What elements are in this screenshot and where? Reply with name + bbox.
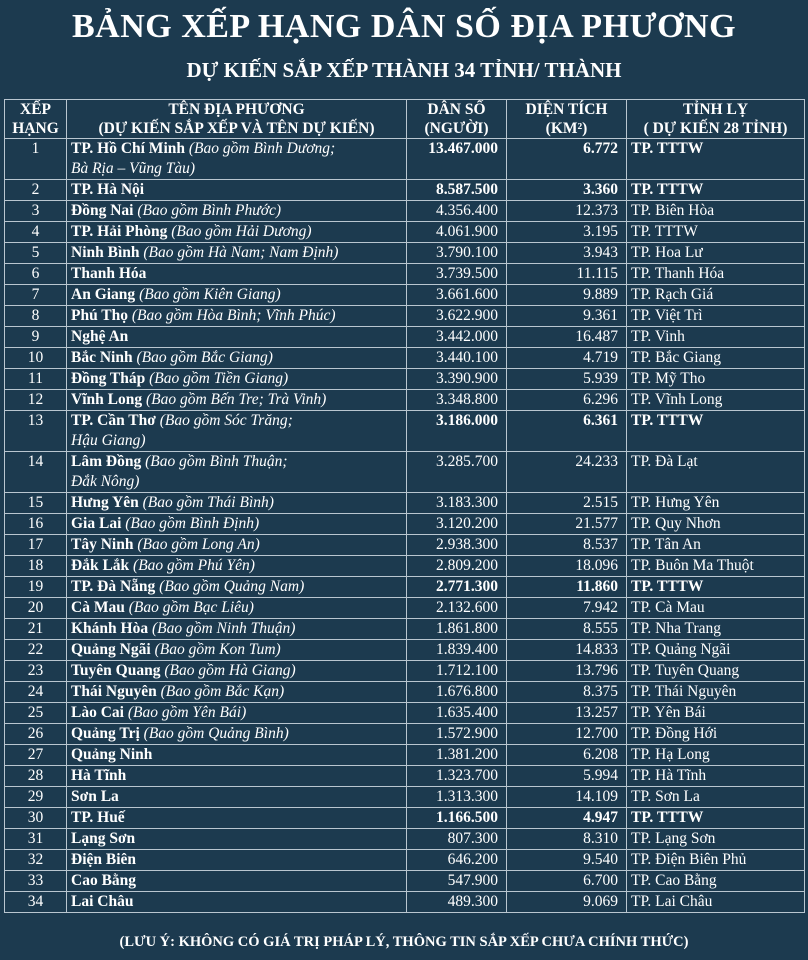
- area-cell: 21.577: [507, 514, 627, 535]
- table-row: [5, 493, 805, 514]
- province-name: TP. Hà Nội: [71, 181, 145, 198]
- table-row: [5, 348, 805, 369]
- merge-note: (Bao gồm Bình Phước): [137, 202, 282, 219]
- province-name: Thái Nguyên: [71, 683, 157, 700]
- capital-cell: TP. Lai Châu: [627, 892, 805, 913]
- area-cell: 24.233: [507, 452, 627, 493]
- population-cell: 1.712.100: [407, 661, 507, 682]
- province-name: TP. Hải Phòng: [71, 223, 168, 240]
- population-cell: 3.348.800: [407, 390, 507, 411]
- province-name: Lai Châu: [71, 893, 134, 910]
- name-cell: [67, 411, 407, 452]
- merge-note: (Bao gồm Bình Thuận;: [145, 453, 288, 470]
- table-row: [5, 306, 805, 327]
- population-cell: 3.622.900: [407, 306, 507, 327]
- capital-cell: TP. Vinh: [627, 327, 805, 348]
- name-cell: [67, 724, 407, 745]
- province-name: TP. Đà Nẵng: [71, 578, 156, 595]
- capital-cell: TP. TTTW: [627, 577, 805, 598]
- capital-cell: TP. Vĩnh Long: [627, 390, 805, 411]
- header-capital-line2: ( DỰ KIẾN 28 TỈNH): [643, 120, 788, 137]
- table-row: [5, 661, 805, 682]
- table-row: [5, 829, 805, 850]
- name-cell: [67, 745, 407, 766]
- population-cell: 807.300: [407, 829, 507, 850]
- table-row: [5, 243, 805, 264]
- table-row: [5, 327, 805, 348]
- table-row: [5, 682, 805, 703]
- merge-note: (Bao gồm Bạc Liêu): [128, 599, 254, 616]
- area-cell: 11.115: [507, 264, 627, 285]
- header-area-line1: DIỆN TÍCH: [525, 101, 608, 118]
- merge-note: (Bao gồm Hòa Bình; Vĩnh Phúc): [131, 307, 336, 324]
- rank-cell: 31: [5, 829, 67, 850]
- capital-cell: TP. Thái Nguyên: [627, 682, 805, 703]
- rank-cell: 26: [5, 724, 67, 745]
- province-name: Quảng Trị: [71, 725, 140, 742]
- province-name: Gia Lai: [71, 515, 122, 532]
- table-row: [5, 871, 805, 892]
- merge-note: (Bao gồm Hải Dương): [171, 223, 312, 240]
- rank-cell: 28: [5, 766, 67, 787]
- population-cell: 3.120.200: [407, 514, 507, 535]
- capital-cell: TP. Cao Bằng: [627, 871, 805, 892]
- population-cell: 4.061.900: [407, 222, 507, 243]
- capital-cell: TP. Cà Mau: [627, 598, 805, 619]
- header-area-line2: (KM²): [545, 120, 588, 137]
- table-row: [5, 787, 805, 808]
- area-cell: 8.375: [507, 682, 627, 703]
- table-header-row: [5, 100, 805, 139]
- province-name: Cao Bằng: [71, 872, 137, 889]
- table-row: [5, 703, 805, 724]
- capital-cell: TP. Bắc Giang: [627, 348, 805, 369]
- rank-cell: 25: [5, 703, 67, 724]
- area-cell: 4.719: [507, 348, 627, 369]
- capital-cell: TP. Hạ Long: [627, 745, 805, 766]
- province-name: Phú Thọ: [71, 307, 129, 324]
- province-name: Quảng Ngãi: [71, 641, 151, 658]
- rank-cell: 18: [5, 556, 67, 577]
- header-rank-line2: HẠNG: [12, 120, 59, 137]
- rank-cell: 3: [5, 201, 67, 222]
- area-cell: 6.361: [507, 411, 627, 452]
- capital-cell: TP. TTTW: [627, 180, 805, 201]
- province-name: Lâm Đồng: [71, 453, 142, 470]
- rank-cell: 14: [5, 452, 67, 493]
- capital-cell: TP. TTTW: [627, 808, 805, 829]
- capital-cell: TP. TTTW: [627, 139, 805, 180]
- capital-cell: TP. Tân An: [627, 535, 805, 556]
- rank-cell: 5: [5, 243, 67, 264]
- table-row: [5, 264, 805, 285]
- merge-note: (Bao gồm Bình Dương;: [188, 140, 336, 157]
- area-cell: 3.360: [507, 180, 627, 201]
- province-name: Vĩnh Long: [71, 391, 143, 408]
- province-name: Cà Mau: [71, 599, 125, 616]
- rank-cell: 20: [5, 598, 67, 619]
- area-cell: 16.487: [507, 327, 627, 348]
- area-cell: 3.195: [507, 222, 627, 243]
- area-cell: 7.942: [507, 598, 627, 619]
- area-cell: 9.889: [507, 285, 627, 306]
- table-row: [5, 369, 805, 390]
- table-row: [5, 556, 805, 577]
- page-subtitle: DỰ KIẾN SẮP XẾP THÀNH 34 TỈNH/ THÀNH: [186, 58, 622, 82]
- rank-cell: 17: [5, 535, 67, 556]
- table-row: [5, 452, 805, 493]
- table-row: [5, 514, 805, 535]
- capital-cell: TP. Đà Lạt: [627, 452, 805, 493]
- capital-cell: TP. Yên Bái: [627, 703, 805, 724]
- rank-cell: 34: [5, 892, 67, 913]
- merge-note: (Bao gồm Phú Yên): [133, 557, 255, 574]
- name-cell: [67, 850, 407, 871]
- rank-cell: 16: [5, 514, 67, 535]
- header-capital: [627, 100, 805, 139]
- name-cell: [67, 306, 407, 327]
- merge-note: (Bao gồm Tiền Giang): [149, 370, 289, 387]
- name-cell: [67, 139, 407, 180]
- area-cell: 18.096: [507, 556, 627, 577]
- rank-cell: 21: [5, 619, 67, 640]
- rank-cell: 23: [5, 661, 67, 682]
- rank-cell: 4: [5, 222, 67, 243]
- name-cell: [67, 327, 407, 348]
- province-name: Lào Cai: [71, 704, 124, 721]
- merge-note: (Bao gồm Long An): [137, 536, 260, 553]
- merge-note: (Bao gồm Bình Định): [125, 515, 260, 532]
- province-name: Đắk Lắk: [71, 557, 130, 574]
- area-cell: 8.555: [507, 619, 627, 640]
- population-ranking-table: [4, 99, 805, 913]
- rank-cell: 27: [5, 745, 67, 766]
- name-cell: [67, 787, 407, 808]
- rank-cell: 33: [5, 871, 67, 892]
- table-row: [5, 201, 805, 222]
- province-name: Bắc Ninh: [71, 349, 133, 366]
- capital-cell: TP. Hưng Yên: [627, 493, 805, 514]
- province-name: Tây Ninh: [71, 536, 134, 553]
- province-name: TP. Huế: [71, 809, 125, 826]
- name-cell: [67, 640, 407, 661]
- merge-note: (Bao gồm Bắc Kạn): [160, 683, 285, 700]
- population-cell: 2.938.300: [407, 535, 507, 556]
- table-row: [5, 577, 805, 598]
- table-row: [5, 139, 805, 180]
- population-cell: 1.676.800: [407, 682, 507, 703]
- merge-note: (Bao gồm Kiên Giang): [139, 286, 281, 303]
- name-cell: [67, 201, 407, 222]
- merge-note-continued: Hậu Giang): [71, 432, 146, 449]
- page-title: BẢNG XẾP HẠNG DÂN SỐ ĐỊA PHƯƠNG: [71, 8, 737, 45]
- name-cell: [67, 180, 407, 201]
- population-cell: 489.300: [407, 892, 507, 913]
- merge-note: (Bao gồm Hà Nam; Nam Định): [143, 244, 339, 261]
- capital-cell: TP. Lạng Sơn: [627, 829, 805, 850]
- capital-cell: TP. Điện Biên Phủ: [627, 850, 805, 871]
- province-name: Điện Biên: [71, 851, 137, 868]
- province-name: Nghệ An: [71, 328, 129, 345]
- name-cell: [67, 661, 407, 682]
- capital-cell: TP. Hà Tĩnh: [627, 766, 805, 787]
- population-cell: 3.390.900: [407, 369, 507, 390]
- merge-note: (Bao gồm Quảng Nam): [159, 578, 305, 595]
- population-cell: 646.200: [407, 850, 507, 871]
- rank-cell: 1: [5, 139, 67, 180]
- province-name: Đồng Tháp: [71, 370, 146, 387]
- population-cell: 1.572.900: [407, 724, 507, 745]
- rank-cell: 9: [5, 327, 67, 348]
- rank-cell: 2: [5, 180, 67, 201]
- name-cell: [67, 348, 407, 369]
- merge-note: (Bao gồm Bến Tre; Trà Vinh): [145, 391, 327, 408]
- province-name: TP. Hồ Chí Minh: [71, 140, 185, 157]
- header-capital-line1: TỈNH LỴ: [682, 101, 749, 118]
- rank-cell: 22: [5, 640, 67, 661]
- name-cell: [67, 577, 407, 598]
- population-cell: 1.635.400: [407, 703, 507, 724]
- name-cell: [67, 285, 407, 306]
- header-name-line1: TÊN ĐỊA PHƯƠNG: [168, 101, 305, 118]
- table-row: [5, 535, 805, 556]
- area-cell: 13.796: [507, 661, 627, 682]
- population-cell: 1.166.500: [407, 808, 507, 829]
- capital-cell: TP. TTTW: [627, 411, 805, 452]
- merge-note-continued: Bà Rịa – Vũng Tàu): [71, 160, 195, 177]
- merge-note-continued: Đắk Nông): [71, 473, 140, 490]
- table-row: [5, 892, 805, 913]
- population-cell: 2.771.300: [407, 577, 507, 598]
- area-cell: 6.208: [507, 745, 627, 766]
- capital-cell: TP. TTTW: [627, 222, 805, 243]
- province-name: Khánh Hòa: [71, 620, 149, 637]
- table-row: [5, 411, 805, 452]
- population-cell: 4.356.400: [407, 201, 507, 222]
- area-cell: 8.537: [507, 535, 627, 556]
- table-row: [5, 640, 805, 661]
- table-row: [5, 724, 805, 745]
- population-cell: 3.739.500: [407, 264, 507, 285]
- province-name: Tuyên Quang: [71, 662, 161, 679]
- header-population: [407, 100, 507, 139]
- rank-cell: 7: [5, 285, 67, 306]
- name-cell: [67, 264, 407, 285]
- area-cell: 13.257: [507, 703, 627, 724]
- area-cell: 3.943: [507, 243, 627, 264]
- population-cell: 8.587.500: [407, 180, 507, 201]
- province-name: Sơn La: [71, 788, 119, 805]
- area-cell: 9.540: [507, 850, 627, 871]
- area-cell: 11.860: [507, 577, 627, 598]
- header-population-line2: (NGƯỜI): [424, 120, 489, 137]
- population-cell: 2.132.600: [407, 598, 507, 619]
- population-cell: 3.661.600: [407, 285, 507, 306]
- population-cell: 1.313.300: [407, 787, 507, 808]
- header-population-line1: DÂN SỐ: [427, 101, 486, 118]
- population-cell: 3.790.100: [407, 243, 507, 264]
- population-cell: 1.839.400: [407, 640, 507, 661]
- province-name: Ninh Bình: [71, 244, 140, 261]
- rank-cell: 13: [5, 411, 67, 452]
- capital-cell: TP. Quy Nhơn: [627, 514, 805, 535]
- header-name-line2: (DỰ KIẾN SẮP XẾP VÀ TÊN DỰ KIẾN): [98, 120, 375, 137]
- area-cell: 14.109: [507, 787, 627, 808]
- area-cell: 2.515: [507, 493, 627, 514]
- merge-note: (Bao gồm Yên Bái): [127, 704, 247, 721]
- header-rank-line1: XẾP: [20, 101, 51, 118]
- table-row: [5, 598, 805, 619]
- name-cell: [67, 829, 407, 850]
- area-cell: 12.373: [507, 201, 627, 222]
- name-cell: [67, 703, 407, 724]
- capital-cell: TP. Sơn La: [627, 787, 805, 808]
- name-cell: [67, 369, 407, 390]
- merge-note: (Bao gồm Hà Giang): [164, 662, 296, 679]
- merge-note: (Bao gồm Quảng Bình): [143, 725, 289, 742]
- capital-cell: TP. Việt Trì: [627, 306, 805, 327]
- merge-note: (Bao gồm Kon Tum): [154, 641, 281, 658]
- name-cell: [67, 556, 407, 577]
- table-row: [5, 285, 805, 306]
- province-name: Quảng Ninh: [71, 746, 153, 763]
- rank-cell: 29: [5, 787, 67, 808]
- area-cell: 4.947: [507, 808, 627, 829]
- merge-note: (Bao gồm Ninh Thuận): [151, 620, 296, 637]
- capital-cell: TP. Biên Hòa: [627, 201, 805, 222]
- name-cell: [67, 493, 407, 514]
- province-name: TP. Cần Thơ: [71, 412, 156, 429]
- table-row: [5, 180, 805, 201]
- table-row: [5, 390, 805, 411]
- merge-note: (Bao gồm Bắc Giang): [136, 349, 273, 366]
- population-cell: 2.809.200: [407, 556, 507, 577]
- area-cell: 6.772: [507, 139, 627, 180]
- province-name: Đồng Nai: [71, 202, 134, 219]
- merge-note: (Bao gồm Thái Bình): [142, 494, 274, 511]
- rank-cell: 19: [5, 577, 67, 598]
- name-cell: [67, 619, 407, 640]
- name-cell: [67, 222, 407, 243]
- header-name: [67, 100, 407, 139]
- population-cell: 3.183.300: [407, 493, 507, 514]
- area-cell: 5.994: [507, 766, 627, 787]
- table-row: [5, 808, 805, 829]
- header-area: [507, 100, 627, 139]
- name-cell: [67, 598, 407, 619]
- name-cell: [67, 514, 407, 535]
- area-cell: 12.700: [507, 724, 627, 745]
- population-cell: 1.323.700: [407, 766, 507, 787]
- table-row: [5, 745, 805, 766]
- rank-cell: 10: [5, 348, 67, 369]
- population-cell: 1.861.800: [407, 619, 507, 640]
- area-cell: 6.296: [507, 390, 627, 411]
- area-cell: 14.833: [507, 640, 627, 661]
- rank-cell: 6: [5, 264, 67, 285]
- capital-cell: TP. Hoa Lư: [627, 243, 805, 264]
- name-cell: [67, 808, 407, 829]
- province-name: An Giang: [71, 286, 136, 303]
- population-cell: 1.381.200: [407, 745, 507, 766]
- name-cell: [67, 452, 407, 493]
- population-cell: 13.467.000: [407, 139, 507, 180]
- name-cell: [67, 892, 407, 913]
- capital-cell: TP. Quảng Ngãi: [627, 640, 805, 661]
- table-row: [5, 766, 805, 787]
- capital-cell: TP. Nha Trang: [627, 619, 805, 640]
- province-name: Hà Tĩnh: [71, 767, 127, 784]
- footer-note: (LƯU Ý: KHÔNG CÓ GIÁ TRỊ PHÁP LÝ, THÔNG TIN SẮP XẾP CHƯA CHÍNH THỨC): [119, 934, 689, 950]
- province-name: Thanh Hóa: [71, 265, 147, 282]
- table-body: [5, 139, 805, 913]
- area-cell: 8.310: [507, 829, 627, 850]
- capital-cell: TP. Buôn Ma Thuột: [627, 556, 805, 577]
- name-cell: [67, 871, 407, 892]
- capital-cell: TP. Mỹ Tho: [627, 369, 805, 390]
- rank-cell: 8: [5, 306, 67, 327]
- area-cell: 9.069: [507, 892, 627, 913]
- rank-cell: 15: [5, 493, 67, 514]
- name-cell: [67, 766, 407, 787]
- population-cell: 3.442.000: [407, 327, 507, 348]
- rank-cell: 12: [5, 390, 67, 411]
- rank-cell: 24: [5, 682, 67, 703]
- province-name: Lạng Sơn: [71, 830, 136, 847]
- capital-cell: TP. Đồng Hới: [627, 724, 805, 745]
- name-cell: [67, 390, 407, 411]
- rank-cell: 11: [5, 369, 67, 390]
- merge-note: (Bao gồm Sóc Trăng;: [159, 412, 293, 429]
- capital-cell: TP. Thanh Hóa: [627, 264, 805, 285]
- header-rank: [5, 100, 67, 139]
- province-name: Hưng Yên: [71, 494, 139, 511]
- area-cell: 5.939: [507, 369, 627, 390]
- rank-cell: 30: [5, 808, 67, 829]
- capital-cell: TP. Tuyên Quang: [627, 661, 805, 682]
- population-cell: 3.285.700: [407, 452, 507, 493]
- table-row: [5, 850, 805, 871]
- table-row: [5, 222, 805, 243]
- name-cell: [67, 535, 407, 556]
- population-cell: 3.440.100: [407, 348, 507, 369]
- rank-cell: 32: [5, 850, 67, 871]
- table-row: [5, 619, 805, 640]
- population-cell: 547.900: [407, 871, 507, 892]
- capital-cell: TP. Rạch Giá: [627, 285, 805, 306]
- name-cell: [67, 243, 407, 264]
- name-cell: [67, 682, 407, 703]
- area-cell: 6.700: [507, 871, 627, 892]
- area-cell: 9.361: [507, 306, 627, 327]
- population-cell: 3.186.000: [407, 411, 507, 452]
